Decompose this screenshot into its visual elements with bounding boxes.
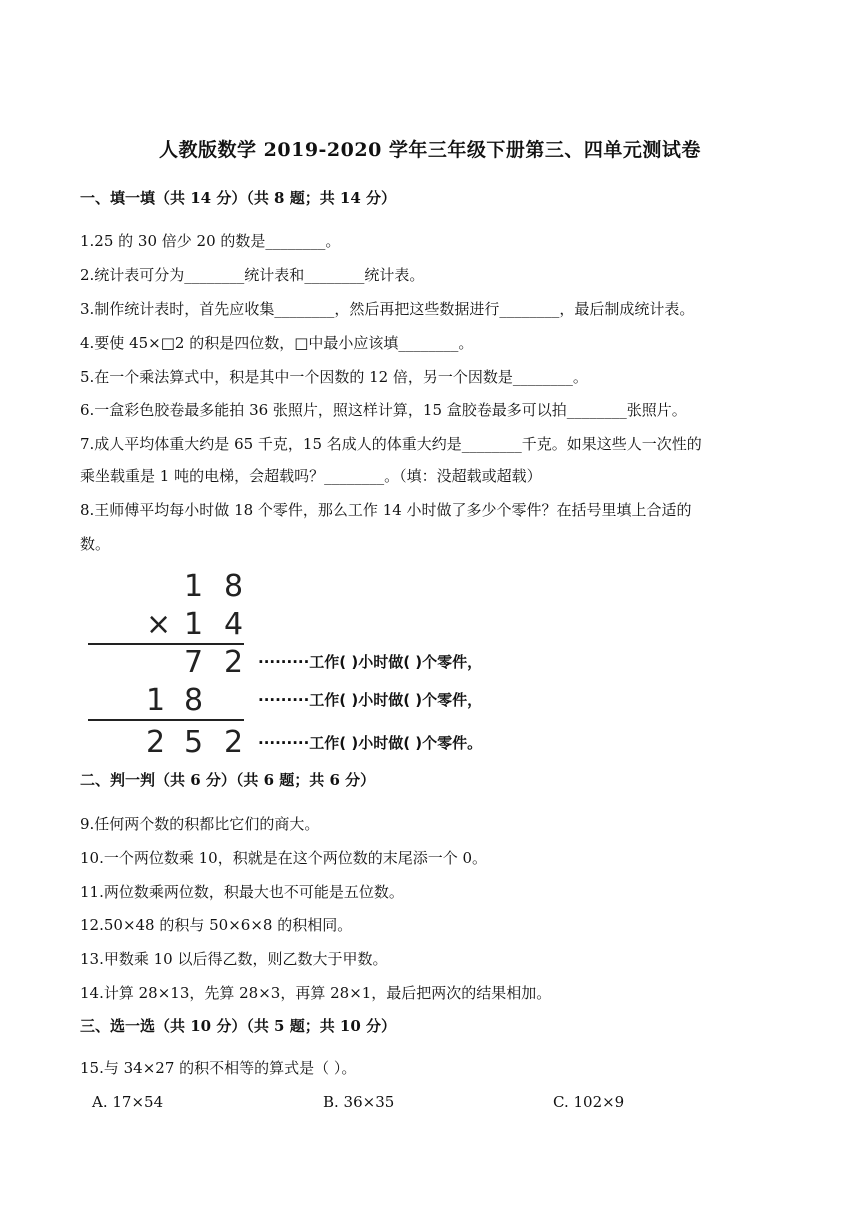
question-2: 2.统计表可分为________统计表和________统计表。 — [80, 266, 425, 284]
vertical-multiplication-figure — [86, 560, 626, 760]
calc-digit: 2 — [146, 725, 166, 760]
question-11: 11.两位数乘两位数，积最大也不可能是五位数。 — [80, 883, 404, 901]
option-b: B. 36×35 — [323, 1093, 395, 1111]
calc-row-label: ·········工作( )小时做( )个零件， — [258, 653, 483, 671]
section-heading-choose: 三、选一选（共 10 分）（共 5 题；共 10 分） — [80, 1017, 397, 1035]
question-5: 5.在一个乘法算式中，积是其中一个因数的 12 倍，另一个因数是________。 — [80, 368, 588, 386]
calc-times-sign: × — [146, 607, 172, 642]
question-8-line1: 8.王师傅平均每小时做 18 个零件，那么工作 14 小时做了多少个零件？在括号里填上合适的 — [80, 501, 692, 519]
calc-digit: 7 — [184, 645, 204, 680]
question-9: 9.任何两个数的积都比它们的商大。 — [80, 815, 320, 833]
calc-digit: 8 — [224, 569, 244, 604]
question-10: 10.一个两位数乘 10，积就是在这个两位数的末尾添一个 0。 — [80, 849, 488, 867]
question-15: 15.与 34×27 的积不相等的算式是（ ）。 — [80, 1059, 357, 1077]
question-6: 6.一盒彩色胶卷最多能拍 36 张照片，照这样计算，15 盒胶卷最多可以拍________张照片。 — [80, 401, 687, 419]
calc-digit: 1 — [184, 569, 204, 604]
calc-row-label: ·········工作( )小时做( )个零件。 — [258, 734, 483, 752]
calc-digit: 1 — [184, 607, 204, 642]
calc-row-label: ·········工作( )小时做( )个零件， — [258, 691, 483, 709]
calc-digit: 2 — [224, 645, 244, 680]
question-13: 13.甲数乘 10 以后得乙数，则乙数大于甲数。 — [80, 950, 388, 968]
page-title: 人教版数学 2019-2020 学年三年级下册第三、四单元测试卷 — [159, 139, 701, 161]
question-8-line2: 数。 — [80, 535, 111, 553]
calc-digit: 2 — [224, 725, 244, 760]
question-12: 12.50×48 的积与 50×6×8 的积相同。 — [80, 916, 353, 934]
question-1: 1.25 的 30 倍少 20 的数是________。 — [80, 232, 341, 250]
calc-digit: 5 — [184, 725, 204, 760]
option-c: C. 102×9 — [553, 1093, 625, 1111]
question-7-line1: 7.成人平均体重大约是 65 千克，15 名成人的体重大约是________千克。如果这些人一次性的 — [80, 435, 702, 453]
question-4: 4.要使 45×□2 的积是四位数，□中最小应该填________。 — [80, 334, 474, 352]
question-14: 14.计算 28×13，先算 28×3，再算 28×1，最后把两次的结果相加。 — [80, 984, 552, 1002]
question-7-line2: 乘坐载重是 1 吨的电梯，会超载吗？________。（填：没超载或超载） — [80, 467, 542, 485]
calc-digit: 1 — [146, 683, 166, 718]
option-a: A. 17×54 — [92, 1093, 164, 1111]
calc-digit: 4 — [224, 607, 244, 642]
question-3: 3.制作统计表时，首先应收集________，然后再把这些数据进行________，最后制成统计表。 — [80, 300, 695, 318]
calc-digit: 8 — [184, 683, 204, 718]
section-heading-fill: 一、填一填（共 14 分）（共 8 题；共 14 分） — [80, 189, 397, 207]
section-heading-judge: 二、判一判（共 6 分）（共 6 题；共 6 分） — [80, 771, 376, 789]
